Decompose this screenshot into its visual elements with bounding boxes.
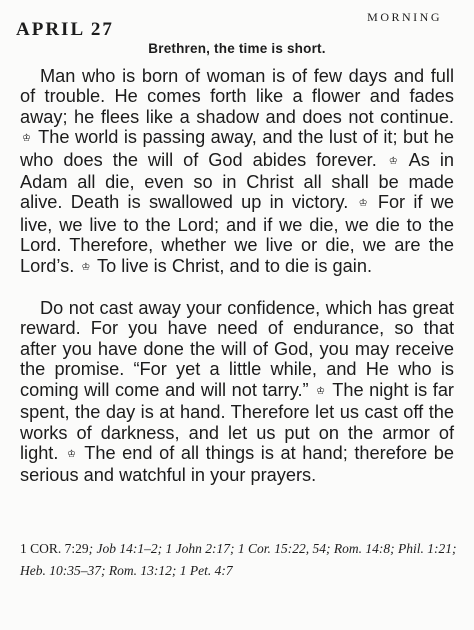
session-label: MORNING: [367, 10, 442, 24]
crown-icon: ♔: [81, 261, 91, 273]
reading-body: [20, 66, 454, 486]
verse-segment: As in Adam all die, even so in Christ all shall be made alive. Death is swallowed up in victory.: [20, 149, 454, 213]
verse-segment: The world is passing away, and the lust of it; but he who does the will of God abides forever.: [20, 127, 454, 170]
page-header: [14, 6, 460, 42]
crown-icon: ♔: [316, 385, 326, 397]
verse-segment: For if we live, we live to the Lord; and if we die, we die to the Lord. Therefore, whether we live or die, we are the Lord’s.: [20, 192, 454, 276]
reading-title: Brethren, the time is short.: [148, 41, 326, 56]
verse-segment: To live is Christ, and to die is gain.: [97, 255, 372, 276]
verse-segment: Do not cast away your confidence, which has great reward. For you have need of endurance, so that after you have done the will of God, you may receive the promise. “For yet a little while, and He who is coming will come and will not tarry.”: [20, 298, 454, 400]
other-references: ; Job 14:1–2; 1 John 2:17; 1 Cor. 15:22, 54; Rom. 14:8; Phil. 1:21; Heb. 10:35–37; Rom. 13:12; 1 Pet. 4:7: [20, 541, 457, 578]
crown-icon: ♔: [388, 155, 398, 167]
crown-icon: ♔: [67, 448, 76, 460]
paragraph-2: [20, 298, 454, 486]
scripture-references: [20, 538, 460, 582]
verse-segment: Man who is born of woman is of few days and full of trouble. He comes forth like a flower and fades away; he flees like a shadow and does not continue.: [20, 66, 454, 127]
date-heading: APRIL 27: [16, 19, 114, 40]
crown-icon: ♔: [22, 133, 31, 145]
crown-icon: ♔: [358, 198, 368, 210]
first-reference: 1 COR. 7:29: [20, 541, 89, 556]
verse-segment: The end of all things is at hand; therefore be serious and watchful in your prayers.: [20, 442, 454, 486]
paragraph-1: [20, 66, 454, 278]
verse-segment: The night is far spent, the day is at hand. Therefore let us cast off the works of darkness, and let us put on the armor of light.: [20, 379, 454, 463]
